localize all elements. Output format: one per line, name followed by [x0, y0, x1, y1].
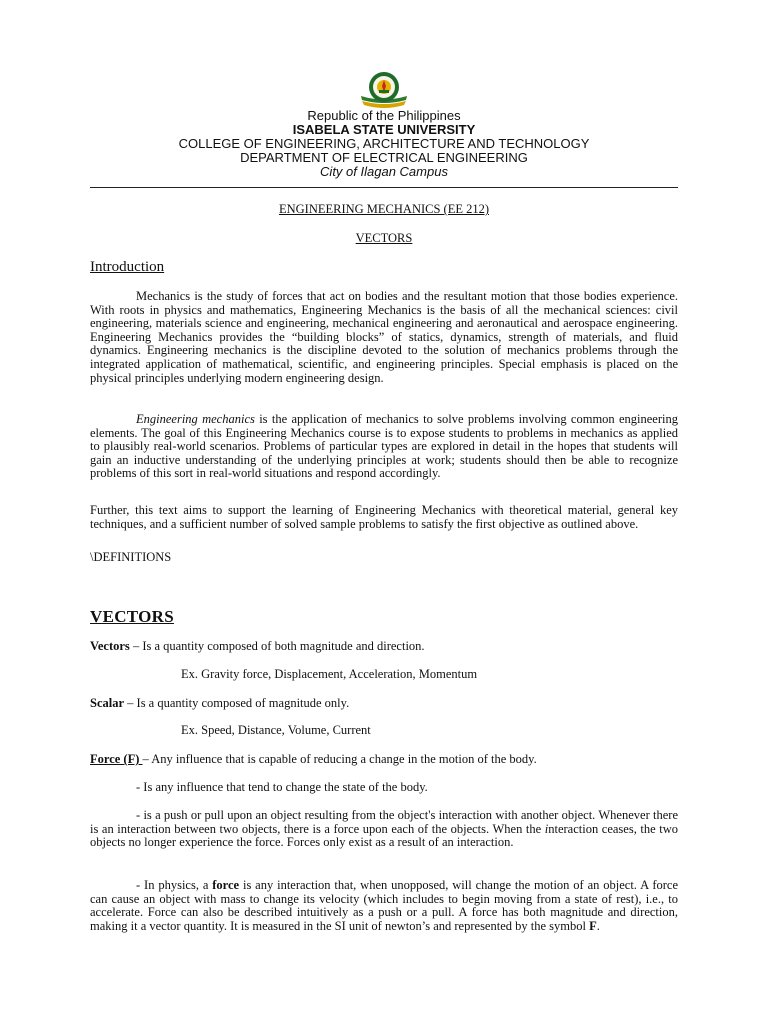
- intro-paragraph-1: Mechanics is the study of forces that act on bodies and the resultant motion that those bodies experience. With roots in physics and mathematics, Engineering Mechanics is the basis of all the mechanical sciences: civil engineering, materials science and engineering, mechanical engineering and aeronautical and aerospace engineering. Engineering Mechanics provides the “building blocks” of statics, dynamics, strength of materials, and fluid dynamics. Engineering mechanics is the discipline devoted to the solution of mechanics problems through the integrated application of mathematical, scientific, and engineering principles. Special emphasis is placed on the physical principles underlying modern engineering design.: [90, 289, 678, 385]
- header-campus: City of Ilagan Campus: [320, 164, 448, 179]
- header-divider: [90, 187, 678, 188]
- header-university: ISABELA STATE UNIVERSITY: [292, 122, 476, 137]
- term-vectors: Vectors: [90, 639, 130, 653]
- force-point-2: [90, 809, 678, 850]
- intro-paragraph-2: [90, 413, 678, 481]
- vectors-example: Ex. Gravity force, Displacement, Acceleration, Momentum: [181, 667, 478, 681]
- paragraph-text: .: [596, 918, 600, 933]
- course-title: ENGINEERING MECHANICS (EE 212): [278, 202, 490, 216]
- term-force: Force (F): [90, 752, 143, 766]
- paragraph-text: is any interaction that, when unopposed, will change the motion of an object. A force can cause an object with mass to change its velocity (which includes to begin moving from a state of rest), i.e., to accelerate. Force can also be described intuitively as a push or a pull. A force has both magnitude and direction, making it a vector quantity. It is measured in the SI unit of newton’s and represented by the symbol: [90, 878, 678, 933]
- topic-title: VECTORS: [355, 231, 413, 245]
- italic-term: Engineering mechanics: [136, 412, 255, 426]
- force-point-1: - Is any influence that tend to change the state of the body.: [136, 780, 428, 794]
- header-department: DEPARTMENT OF ELECTRICAL ENGINEERING: [240, 150, 528, 165]
- paragraph-text: - In physics, a: [136, 878, 213, 892]
- term-scalar: Scalar: [90, 696, 125, 710]
- paragraph-text: nteraction ceases, the two objects no longer experience the force. Forces only exist as a result of an interaction.: [90, 821, 678, 850]
- scalar-definition: [90, 696, 349, 710]
- force-symbol: F: [589, 918, 597, 933]
- paragraph-text: is the application of mechanics to solve problems involving common engineering elements. The goal of this Engineering Mechanics course is to expose students to problems in mechanics as applied to plausibly real-world scenarios. Problems of particular types are explored in detail in the hopes that students will gain an inductive understanding of the underlying principles at work; students should then be able to recognize problems of this sort in real-world situations and respond accordingly.: [90, 412, 678, 481]
- definition-text: – Is a quantity composed of both magnitude and direction.: [129, 639, 425, 653]
- paragraph-text: - is a push or pull upon an object resulting from the object's interaction with another object. Whenever there is an interaction between two objects, there is a force upon each of the objects. When the: [90, 808, 678, 836]
- definitions-label: \DEFINITIONS: [90, 550, 172, 564]
- header-republic: Republic of the Philippines: [307, 108, 461, 123]
- vectors-heading: VECTORS: [90, 607, 174, 626]
- introduction-heading: Introduction: [90, 259, 165, 275]
- definition-text: – Any influence that is capable of reducing a change in the motion of the body.: [142, 752, 537, 766]
- force-point-3: [90, 879, 678, 933]
- force-definition: [90, 752, 537, 766]
- bold-term-force: force: [212, 878, 240, 892]
- intro-paragraph-3: Further, this text aims to support the learning of Engineering Mechanics with theoretical material, general key techniques, and a sufficient number of solved sample problems to satisfy the first objective as outlined above.: [90, 503, 678, 531]
- italic-letter: i: [544, 821, 549, 836]
- vectors-definition: [90, 639, 425, 653]
- scalar-example: Ex. Speed, Distance, Volume, Current: [181, 723, 371, 737]
- university-seal-icon: [360, 70, 408, 112]
- header-college: COLLEGE OF ENGINEERING, ARCHITECTURE AND TECHNOLOGY: [178, 136, 590, 151]
- definition-text: – Is a quantity composed of magnitude only.: [124, 696, 350, 710]
